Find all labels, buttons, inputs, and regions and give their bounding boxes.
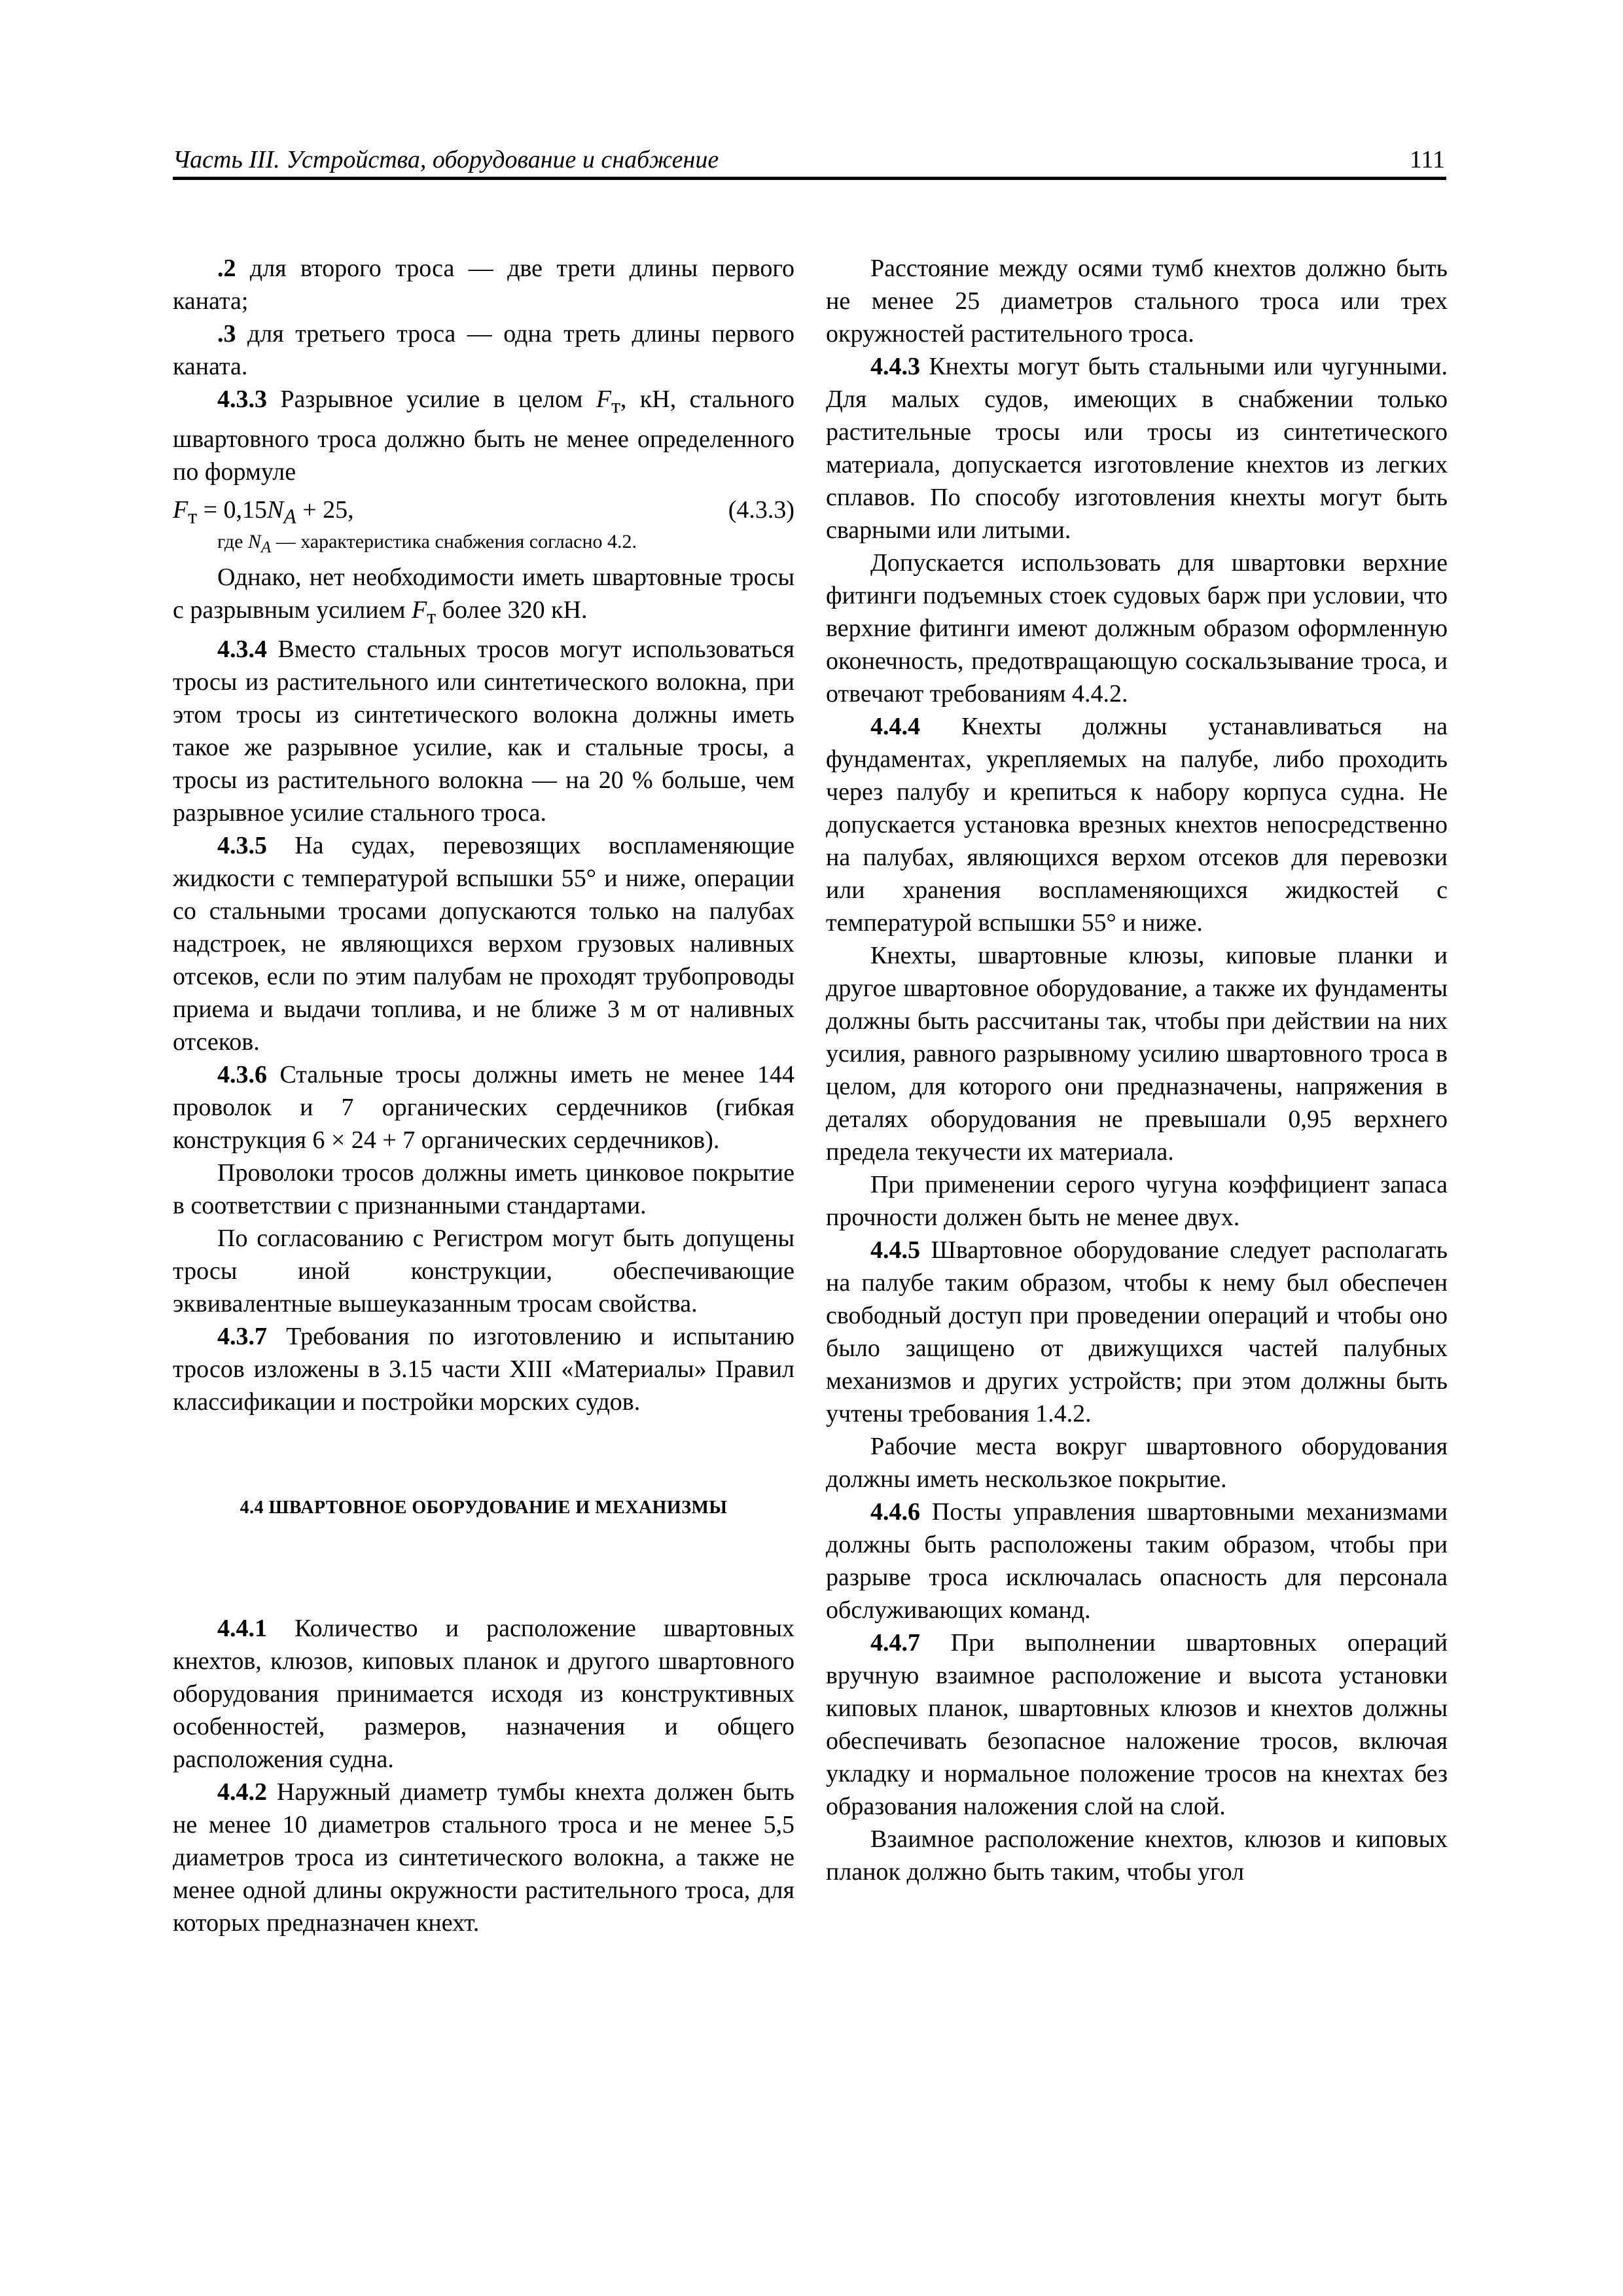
paragraph-4-3-3: 4.3.3 Разрывное усилие в целом $F_т$, кН, стального швартовного троса должно быть не менее определенного по формуле: [173, 386, 794, 486]
paragraph-wire-coating: Проволоки тросов должны иметь цинковое покрытие в соответствии с признанными стандартами.: [173, 1159, 794, 1220]
paragraph-relative-position: Взаимное расположение кнехтов, клюзов и киповых планок должно быть таким, чтобы угол: [826, 1825, 1448, 1886]
paragraph-bollard-spacing: Расстояние между осями тумб кнехтов должно быть не менее 25 диаметров стального троса или трех окружностей растительного троса.: [826, 255, 1448, 348]
page-number: 111: [1409, 146, 1445, 173]
paragraph-4-4-6: 4.4.6 Посты управления швартовными механизмами должны быть расположены таким образом, чтобы при разрыве троса исключалась опасность для персонала обслуживающих команд.: [826, 1498, 1448, 1624]
paragraph-4-4-1: 4.4.1 Количество и расположение швартовных кнехтов, клюзов, киповых планок и другого швартовного оборудования принимается исходя из конструктивных особенностей, размеров, назначения и общего расположения судна.: [173, 1615, 794, 1774]
running-header: [173, 137, 1446, 180]
paragraph-4-3-4: 4.3.4 Вместо стальных тросов могут использоваться тросы из растительного или синтетического волокна, при этом тросы из синтетического волокна должны иметь такое же разрывное усилие, как и стальные тросы, а тросы из растительного волокна — на 20 % больше, чем разрывное усилие стального троса.: [173, 636, 794, 827]
right-column: [826, 252, 1448, 1888]
paragraph-barge-fittings: Допускается использовать для швартовки верхние фитинги подъемных стоек судовых барж при условии, что верхние фитинги имеют должным образом оформленную оконечность, предотвращающую соскальзывание троса, и отвечают требованиям 4.4.2.: [826, 549, 1448, 708]
left-column: [173, 252, 794, 1939]
paragraph-4-3-7: 4.3.7 Требования по изготовлению и испытанию тросов изложены в 3.15 части XIII «Материалы» Правил классификации и постройки морских судов.: [173, 1323, 794, 1416]
list-item-2: .2 для второго троса — две трети длины первого каната;: [173, 255, 794, 315]
paragraph-4-3-5: 4.3.5 На судах, перевозящих воспламеняющие жидкости с температурой вспышки 55° и ниже, операции со стальными тросами допускаются только на палубах надстроек, не являющихся верхом грузовых наливных отсеков, если по этим палубам не проходят трубопроводы приема и выдачи топлива, и не ближе 3 м от наливных отсеков.: [173, 832, 794, 1056]
section-heading-4-4: 4.4 ШВАРТОВНОЕ ОБОРУДОВАНИЕ И МЕХАНИЗМЫ: [240, 1498, 728, 1518]
formula-legend: где $N_A$ — характеристика снабжения согласно 4.2.: [217, 530, 637, 556]
formula-expression: $F_т = 0,15N_A + 25$,: [173, 495, 354, 528]
paragraph-cast-iron: При применении серого чугуна коэффициент запаса прочности должен быть не менее двух.: [826, 1171, 1448, 1231]
paragraph-4-4-2: 4.4.2 Наружный диаметр тумбы кнехта должен быть не менее 10 диаметров стального троса и не менее 5,5 диаметров троса из синтетического волокна, а также не менее одной длины окружности растительного троса, для которых предназначен кнехт.: [173, 1778, 794, 1937]
paragraph-4-3-6: 4.3.6 Стальные тросы должны иметь не менее 144 проволок и 7 органических сердечников (гибкая конструкция 6 × 24 + 7 органических сердечников).: [173, 1061, 794, 1155]
paragraph-non-slip: Рабочие места вокруг швартовного оборудования должны иметь нескользкое покрытие.: [826, 1433, 1448, 1493]
header-title: Часть III. Устройства, оборудование и снабжение: [173, 146, 719, 173]
list-item-3: .3 для третьего троса — одна треть длины первого каната.: [173, 320, 794, 380]
formula-4-3-3: [173, 493, 794, 529]
paragraph-4-4-4: 4.4.4 Кнехты должны устанавливаться на фундаментах, укрепляемых на палубе, либо проходить через палубу и крепиться к набору корпуса судна. Не допускается установка врезных кнехтов непосредственно на палубах, являющихся верхом отсеков для перевозки или хранения воспламеняющихся жидкостей с температурой вспышки 55° и ниже.: [826, 713, 1448, 937]
paragraph-however: Однако, нет необходимости иметь швартовные тросы с разрывным усилием $F_т$ более 320 кН.: [173, 563, 794, 628]
paragraph-4-4-3: 4.4.3 Кнехты могут быть стальными или чугунными. Для малых судов, имеющих в снабжении только растительные тросы или тросы из синтетического материала, допускается изготовление кнехтов из легких сплавов. По способу изготовления кнехты могут быть сварными или литыми.: [826, 353, 1448, 544]
paragraph-4-4-5: 4.4.5 Швартовное оборудование следует располагать на палубе таким образом, чтобы к нему был обеспечен свободный доступ при проведении операций и чтобы оно было защищено от движущихся частей палубных механизмов и других устройств; при этом должны быть учтены требования 1.4.2.: [826, 1236, 1448, 1427]
paragraph-4-4-7: 4.4.7 При выполнении швартовных операций вручную взаимное расположение и высота установки киповых планок, швартовных клюзов и кнехтов должны обеспечивать безопасное наложение тросов, включая укладку и нормальное положение тросов на кнехтах без образования наложения слой на слой.: [826, 1629, 1448, 1820]
paragraph-register-approval: По согласованию с Регистром могут быть допущены тросы иной конструкции, обеспечивающие эквивалентные вышеуказанным тросам свойства.: [173, 1225, 794, 1318]
formula-number: (4.3.3): [728, 495, 794, 524]
paragraph-strength-design: Кнехты, швартовные клюзы, киповые планки и другое швартовное оборудование, а также их фундаменты должны быть рассчитаны так, чтобы при действии на них усилия, равного разрывному усилию швартовного троса в целом, для которого они предназначены, напряжения в деталях оборудования не превышали 0,95 верхнего предела текучести их материала.: [826, 942, 1448, 1166]
